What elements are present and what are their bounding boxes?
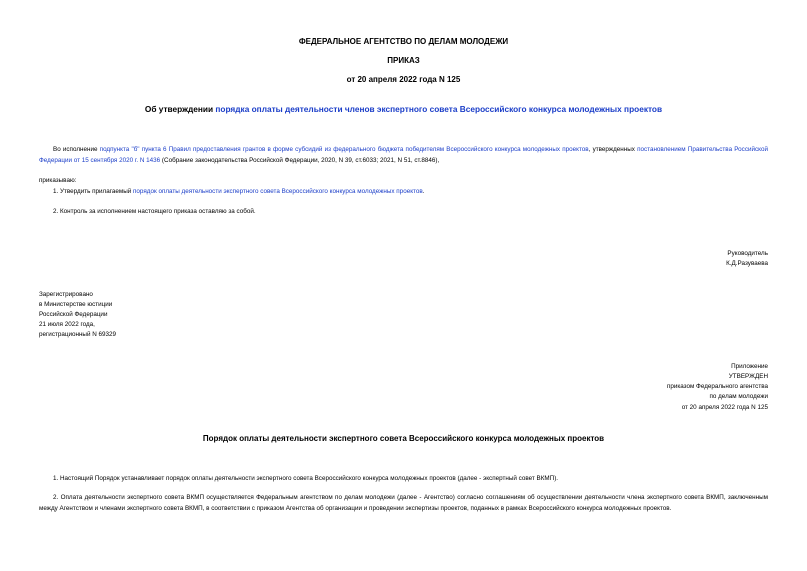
registration-line-4: 21 июля 2022 года, [39,321,95,328]
appendix-line-3: приказом Федерального агентства [666,383,768,390]
registration-line-1: Зарегистрировано [39,291,93,298]
order-item-1 [53,187,424,197]
doc-type: ПРИКАЗ [387,56,420,65]
preamble-text-3: (Собрание законодательства Российской Федерации, 2020, N 39, ст.6033; 2021, N 51, ст.8846), [160,156,440,164]
preamble-paragraph [39,145,768,166]
preamble-link-rules[interactable]: подпункта "б" пункта 6 Правил предоставления грантов в форме субсидий из федерального бюджета победителям Всероссийского конкурса молодежных проектов [99,146,589,153]
doc-title-link[interactable]: порядка оплаты деятельности членов экспертного совета Всероссийского конкурса молодежных проектов [215,104,663,114]
order-item-1-link[interactable]: порядок оплаты деятельности экспертного совета Всероссийского конкурса молодежных проектов [133,188,423,195]
appendix-line-2: УТВЕРЖДЕН [728,373,768,380]
registration-line-2: в Министерстве юстиции [39,301,113,308]
appendix-line-1: Приложение [731,363,768,370]
procedure-paragraph-1: 1. Настоящий Порядок устанавливает порядок оплаты деятельности экспертного совета Всероссийского конкурса молодежных проектов (далее - экспертный совет ВКМП). [53,475,559,482]
procedure-title: Порядок оплаты деятельности экспертного совета Всероссийского конкурса молодежных проектов [202,434,605,443]
doc-title [0,104,807,114]
signature-name: К.Д.Разуваева [726,260,768,267]
signature-position: Руководитель [727,250,768,257]
preamble-text-2: , утвержденных [588,146,638,153]
order-item-1-prefix: 1. Утвердить прилагаемый [53,188,134,195]
order-word: приказываю: [39,177,77,184]
registration-line-3: Российской Федерации [39,311,108,318]
agency-name: ФЕДЕРАЛЬНОЕ АГЕНТСТВО ПО ДЕЛАМ МОЛОДЕЖИ [298,37,509,46]
doc-date-number: от 20 апреля 2022 года N 125 [346,75,461,84]
registration-line-5: регистрационный N 69329 [39,331,117,338]
preamble-link-resolution[interactable]: постановлением Правительства Российской Федерации от 15 сентября 2020 г. N 1436 [39,146,768,164]
appendix-line-5: от 20 апреля 2022 года N 125 [681,404,768,411]
procedure-paragraph-2: 2. Оплата деятельности экспертного совета ВКМП осуществляется Федеральным агентством по делам молодежи (далее - Агентство) согласно соглашениям об осуществлении деятельности члена экспертного совета ВКМП, заключенным между Агентством и членами экспертного совета ВКМП, в соответствии с приказом Агентства об организации и проведении экспертизы проектов, поданных в рамках Всероссийского конкурса молодежных проектов. [39,494,768,512]
appendix-line-4: по делам молодежи [709,393,768,400]
doc-title-prefix: Об утверждении [144,104,216,114]
preamble-text-1: Во исполнение [53,146,100,153]
order-item-1-suffix: . [422,188,425,195]
order-item-2: 2. Контроль за исполнением настоящего приказа оставляю за собой. [53,208,256,215]
